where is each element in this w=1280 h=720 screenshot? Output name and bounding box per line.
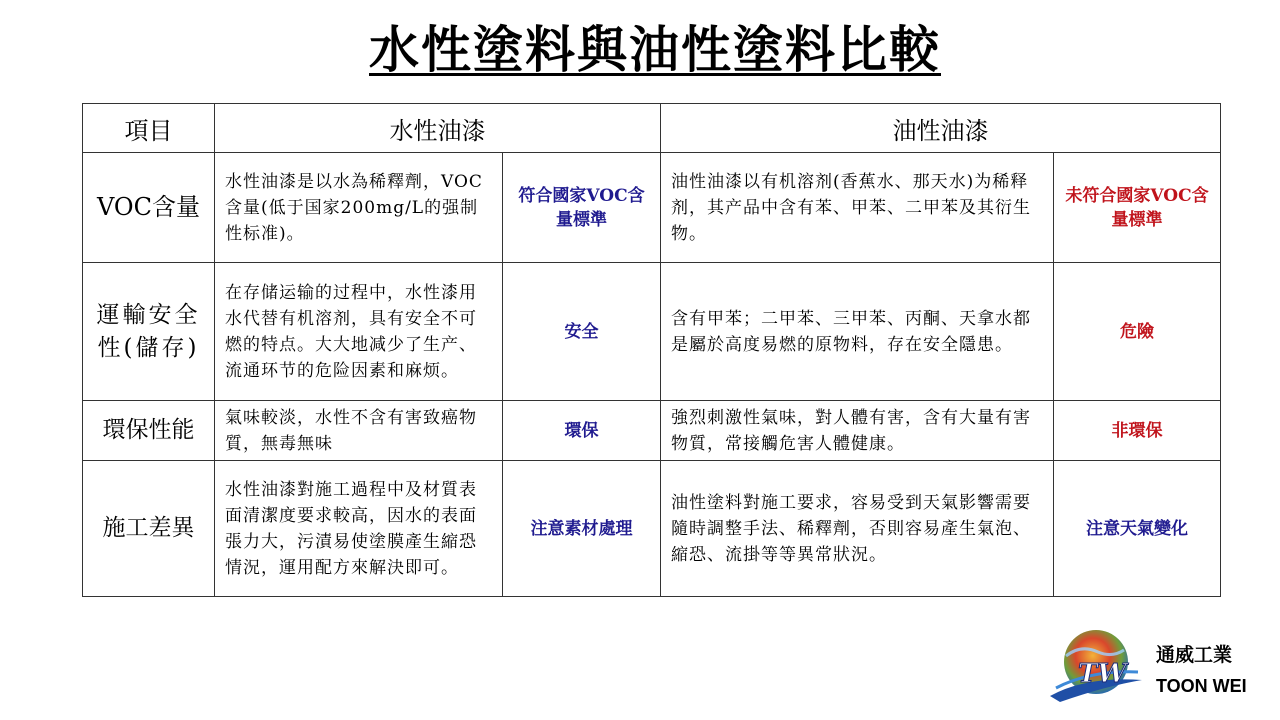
row-item-environmental: 環保性能 — [83, 401, 215, 461]
oil-verdict: 注意天氣變化 — [1054, 461, 1221, 597]
oil-description: 強烈刺激性氣味，對人體有害，含有大量有害物質，常接觸危害人體健康。 — [661, 401, 1054, 461]
water-verdict: 安全 — [503, 263, 661, 401]
table-row — [83, 401, 1221, 461]
svg-text:TW: TW — [1078, 659, 1127, 689]
water-verdict: 環保 — [503, 401, 661, 461]
table-header-row — [83, 104, 1221, 153]
comparison-table — [82, 103, 1221, 597]
company-name-en: TOON WEI — [1156, 676, 1247, 696]
row-item-voc: VOC含量 — [83, 153, 215, 263]
water-description: 氣味較淡，水性不含有害致癌物質，無毒無味 — [215, 401, 503, 461]
water-verdict: 注意素材處理 — [503, 461, 661, 597]
company-logo-icon — [1046, 626, 1146, 708]
table-row — [83, 153, 1221, 263]
water-description: 在存储运输的过程中，水性漆用水代替有机溶剂，具有安全不可燃的特点。大大地减少了生产、流通环节的危险因素和麻烦。 — [215, 263, 503, 401]
oil-description: 含有甲苯；二甲苯、三甲苯、丙酮、天拿水都是屬於高度易燃的原物料，存在安全隱患。 — [661, 263, 1054, 401]
water-description: 水性油漆是以水為稀釋劑，VOC含量(低于国家200mg/L的强制性标准)。 — [215, 153, 503, 263]
oil-verdict: 未符合國家VOC含量標準 — [1054, 153, 1221, 263]
company-name-zh: 通威工業 — [1156, 645, 1233, 666]
water-verdict: 符合國家VOC含量標準 — [503, 153, 661, 263]
oil-description: 油性油漆以有机溶剂(香蕉水、那天水)为稀释剂，其产品中含有苯、甲苯、二甲苯及其衍生物。 — [661, 153, 1054, 263]
header-item: 項目 — [83, 104, 215, 153]
oil-verdict: 非環保 — [1054, 401, 1221, 461]
oil-description: 油性塗料對施工要求，容易受到天氣影響需要隨時調整手法、稀釋劑，否則容易產生氣泡、縮恐、流掛等等異常狀況。 — [661, 461, 1054, 597]
table-row — [83, 461, 1221, 597]
header-oil-paint: 油性油漆 — [661, 104, 1221, 153]
water-description: 水性油漆對施工過程中及材質表面清潔度要求較高，因水的表面張力大，污漬易使塗膜產生縮恐情況，運用配方來解決即可。 — [215, 461, 503, 597]
page-title: 水性塗料與油性塗料比較 — [369, 21, 941, 79]
oil-verdict: 危險 — [1054, 263, 1221, 401]
header-water-paint: 水性油漆 — [215, 104, 661, 153]
row-item-construction: 施工差異 — [83, 461, 215, 597]
row-item-transport-safety: 運輸安全性(儲存) — [83, 263, 215, 401]
table-row — [83, 263, 1221, 401]
